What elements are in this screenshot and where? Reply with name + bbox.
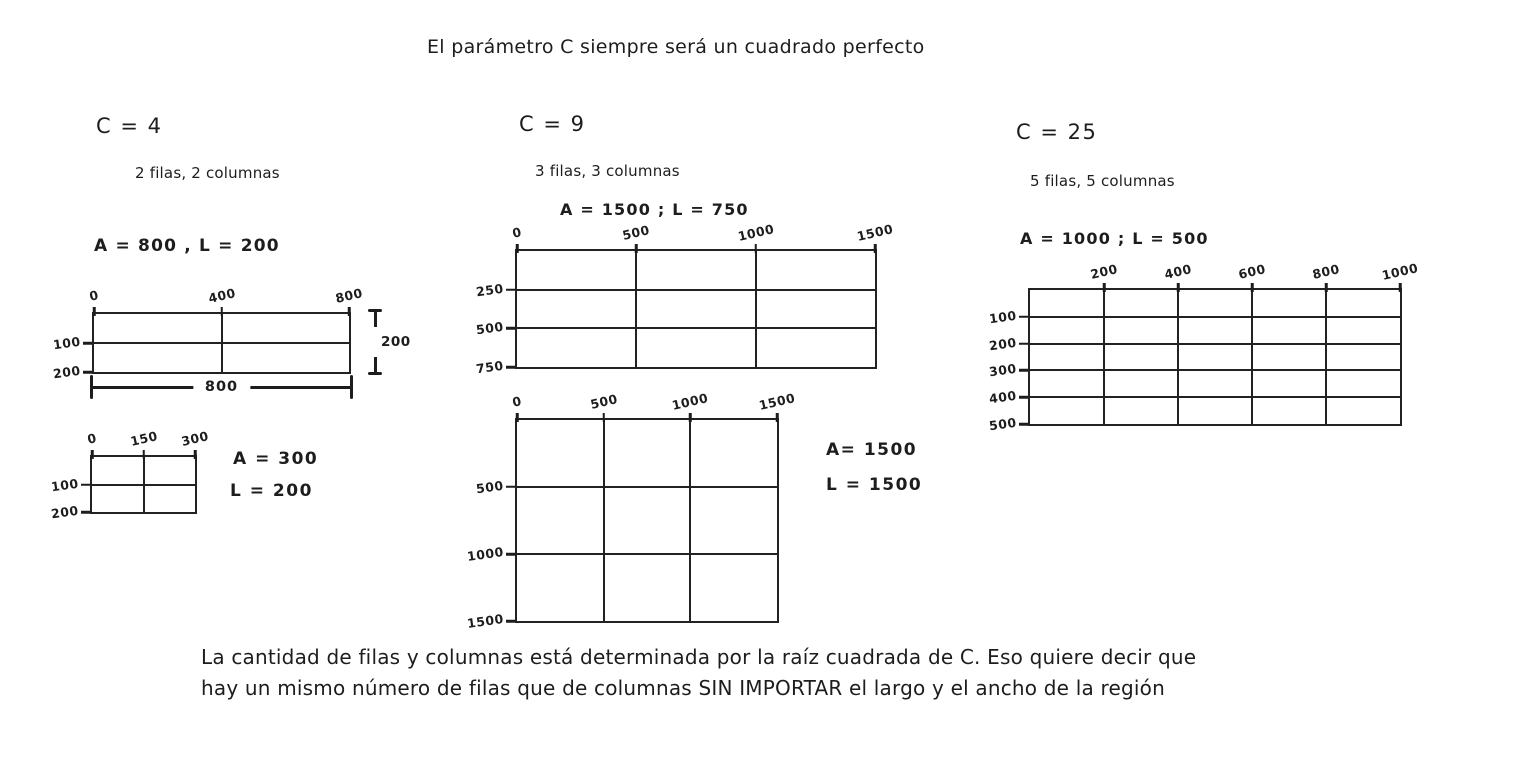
x-axis-tick bbox=[142, 450, 145, 459]
x-axis-tick-label: 800 bbox=[1310, 261, 1342, 282]
y-axis-tick bbox=[506, 366, 515, 369]
x-axis-tick bbox=[91, 450, 94, 459]
grid-column-line bbox=[1251, 290, 1253, 424]
x-axis-tick bbox=[194, 450, 197, 459]
x-axis-tick bbox=[1177, 283, 1180, 292]
section-c9-subheading: 3 filas, 3 columnas bbox=[535, 162, 680, 180]
x-axis-tick-label: 400 bbox=[1162, 261, 1194, 282]
x-axis-tick bbox=[348, 307, 351, 316]
x-axis-tick-label: 500 bbox=[588, 391, 619, 412]
y-axis-tick bbox=[1019, 423, 1028, 426]
y-axis-tick-label: 200 bbox=[52, 362, 82, 382]
grid-row-line bbox=[1030, 316, 1400, 318]
y-axis-tick bbox=[506, 620, 515, 623]
x-axis-tick bbox=[93, 307, 96, 316]
grid-row-line bbox=[1030, 369, 1400, 371]
x-axis-tick bbox=[516, 413, 519, 422]
section-c25-params: A = 1000 ; L = 500 bbox=[1020, 229, 1209, 248]
x-axis-tick-label: 500 bbox=[621, 222, 652, 243]
y-axis-tick bbox=[81, 483, 90, 486]
x-axis-tick bbox=[220, 307, 223, 316]
y-axis-tick-label: 400 bbox=[988, 387, 1018, 407]
section-c9-heading: C = 9 bbox=[519, 112, 586, 136]
x-axis-tick-label: 800 bbox=[333, 285, 365, 306]
c4-width-dimension-label: 800 bbox=[193, 379, 250, 395]
main-title: El parámetro C siempre será un cuadrado perfecto bbox=[427, 36, 925, 58]
grid-row-line bbox=[517, 289, 875, 291]
y-axis-tick-label: 250 bbox=[475, 280, 505, 299]
x-axis-tick bbox=[516, 244, 519, 253]
x-axis-tick-label: 1000 bbox=[1380, 260, 1420, 283]
x-axis-tick-label: 150 bbox=[128, 428, 159, 449]
y-axis-tick-label: 1000 bbox=[466, 544, 505, 565]
grid-row-line bbox=[1030, 343, 1400, 345]
c25-grid bbox=[988, 260, 1420, 434]
x-axis-tick-label: 1000 bbox=[670, 390, 711, 413]
y-axis-tick bbox=[506, 553, 515, 556]
x-axis-tick bbox=[1103, 283, 1106, 292]
c4-main-grid bbox=[52, 285, 365, 382]
footer-text-line1: La cantidad de filas y columnas está determinada por la raíz cuadrada de C. Eso quiere decir que bbox=[201, 645, 1197, 669]
y-axis-tick bbox=[506, 486, 515, 489]
dim-serif-bottom bbox=[368, 372, 382, 375]
x-axis-tick bbox=[1325, 283, 1328, 292]
x-axis-tick bbox=[689, 413, 692, 422]
x-axis-tick bbox=[776, 413, 779, 422]
grid-row-line bbox=[94, 342, 349, 344]
c4-height-dimension bbox=[366, 309, 411, 375]
dim-stem-top bbox=[374, 312, 377, 327]
c4-small-grid-area-label: A = 300 bbox=[233, 449, 319, 469]
y-axis-tick-label: 300 bbox=[988, 361, 1018, 380]
y-axis-tick-label: 1500 bbox=[466, 611, 505, 631]
x-axis-tick-label: 1500 bbox=[757, 390, 797, 413]
y-axis-tick-label: 100 bbox=[50, 475, 80, 494]
grid-column-line bbox=[1103, 290, 1105, 424]
grid-column-line bbox=[603, 420, 605, 621]
y-axis-tick bbox=[81, 511, 90, 514]
x-axis-tick-label: 1500 bbox=[855, 221, 895, 244]
y-axis-tick bbox=[1019, 316, 1028, 319]
c4-height-dimension-label: 200 bbox=[381, 334, 411, 350]
grid-column-line bbox=[635, 251, 637, 367]
y-axis-tick bbox=[1019, 369, 1028, 372]
c4-small-grid bbox=[50, 428, 211, 522]
grid-column-line bbox=[755, 251, 757, 367]
x-axis-tick-label: 0 bbox=[85, 430, 99, 447]
x-axis-tick-label: 0 bbox=[510, 224, 524, 241]
y-axis-tick bbox=[83, 342, 92, 345]
x-axis-tick-label: 0 bbox=[87, 287, 101, 304]
section-c9-params: A = 1500 ; L = 750 bbox=[560, 200, 749, 219]
grid-column-line bbox=[1325, 290, 1327, 424]
y-axis-tick-label: 200 bbox=[50, 502, 80, 522]
c4-small-grid-length-label: L = 200 bbox=[230, 481, 313, 501]
x-axis-tick-label: 400 bbox=[206, 285, 237, 306]
grid-row-line bbox=[1030, 396, 1400, 398]
grid-column-line bbox=[689, 420, 691, 621]
x-axis-tick-label: 200 bbox=[1088, 261, 1120, 282]
section-c25-subheading: 5 filas, 5 columnas bbox=[1030, 172, 1175, 190]
c9-square-grid-area-label: A= 1500 bbox=[826, 440, 918, 460]
y-axis-tick-label: 750 bbox=[475, 357, 505, 377]
grid-row-line bbox=[517, 327, 875, 329]
y-axis-tick-label: 500 bbox=[475, 319, 505, 338]
y-axis-tick-label: 200 bbox=[988, 334, 1018, 353]
x-axis-tick bbox=[1399, 283, 1402, 292]
x-axis-tick-label: 600 bbox=[1236, 261, 1268, 282]
y-axis-tick-label: 500 bbox=[988, 414, 1018, 434]
y-axis-tick bbox=[506, 327, 515, 330]
c9-wide-grid bbox=[475, 221, 895, 377]
section-c25-heading: C = 25 bbox=[1016, 120, 1098, 144]
y-axis-tick-label: 100 bbox=[52, 333, 82, 353]
y-axis-tick bbox=[83, 371, 92, 374]
x-axis-tick bbox=[874, 244, 877, 253]
section-c4-params: A = 800 , L = 200 bbox=[94, 236, 280, 256]
dim-stem-bottom bbox=[374, 357, 377, 372]
x-axis-tick bbox=[602, 413, 605, 422]
c4-width-dimension bbox=[90, 375, 353, 399]
y-axis-tick bbox=[1019, 342, 1028, 345]
x-axis-tick-label: 1000 bbox=[736, 221, 776, 244]
x-axis-tick-label: 0 bbox=[510, 393, 524, 410]
footer-text-line2: hay un mismo número de filas que de columnas SIN IMPORTAR el largo y el ancho de la región bbox=[201, 676, 1165, 700]
y-axis-tick bbox=[506, 288, 515, 291]
x-axis-tick-label: 300 bbox=[179, 428, 211, 449]
grid-row-line bbox=[517, 486, 777, 488]
x-axis-tick bbox=[1251, 283, 1254, 292]
section-c4-heading: C = 4 bbox=[96, 114, 163, 138]
x-axis-tick bbox=[635, 244, 638, 253]
section-c4-subheading: 2 filas, 2 columnas bbox=[135, 164, 280, 182]
y-axis-tick-label: 100 bbox=[988, 307, 1018, 327]
y-axis-tick-label: 500 bbox=[475, 477, 505, 497]
y-axis-tick bbox=[1019, 396, 1028, 399]
x-axis-tick bbox=[755, 244, 758, 253]
dim-endtick-right bbox=[350, 375, 353, 399]
grid-row-line bbox=[92, 484, 195, 486]
grid-row-line bbox=[517, 553, 777, 555]
c9-square-grid bbox=[466, 390, 797, 631]
c9-square-grid-length-label: L = 1500 bbox=[826, 475, 923, 495]
grid-column-line bbox=[1177, 290, 1179, 424]
